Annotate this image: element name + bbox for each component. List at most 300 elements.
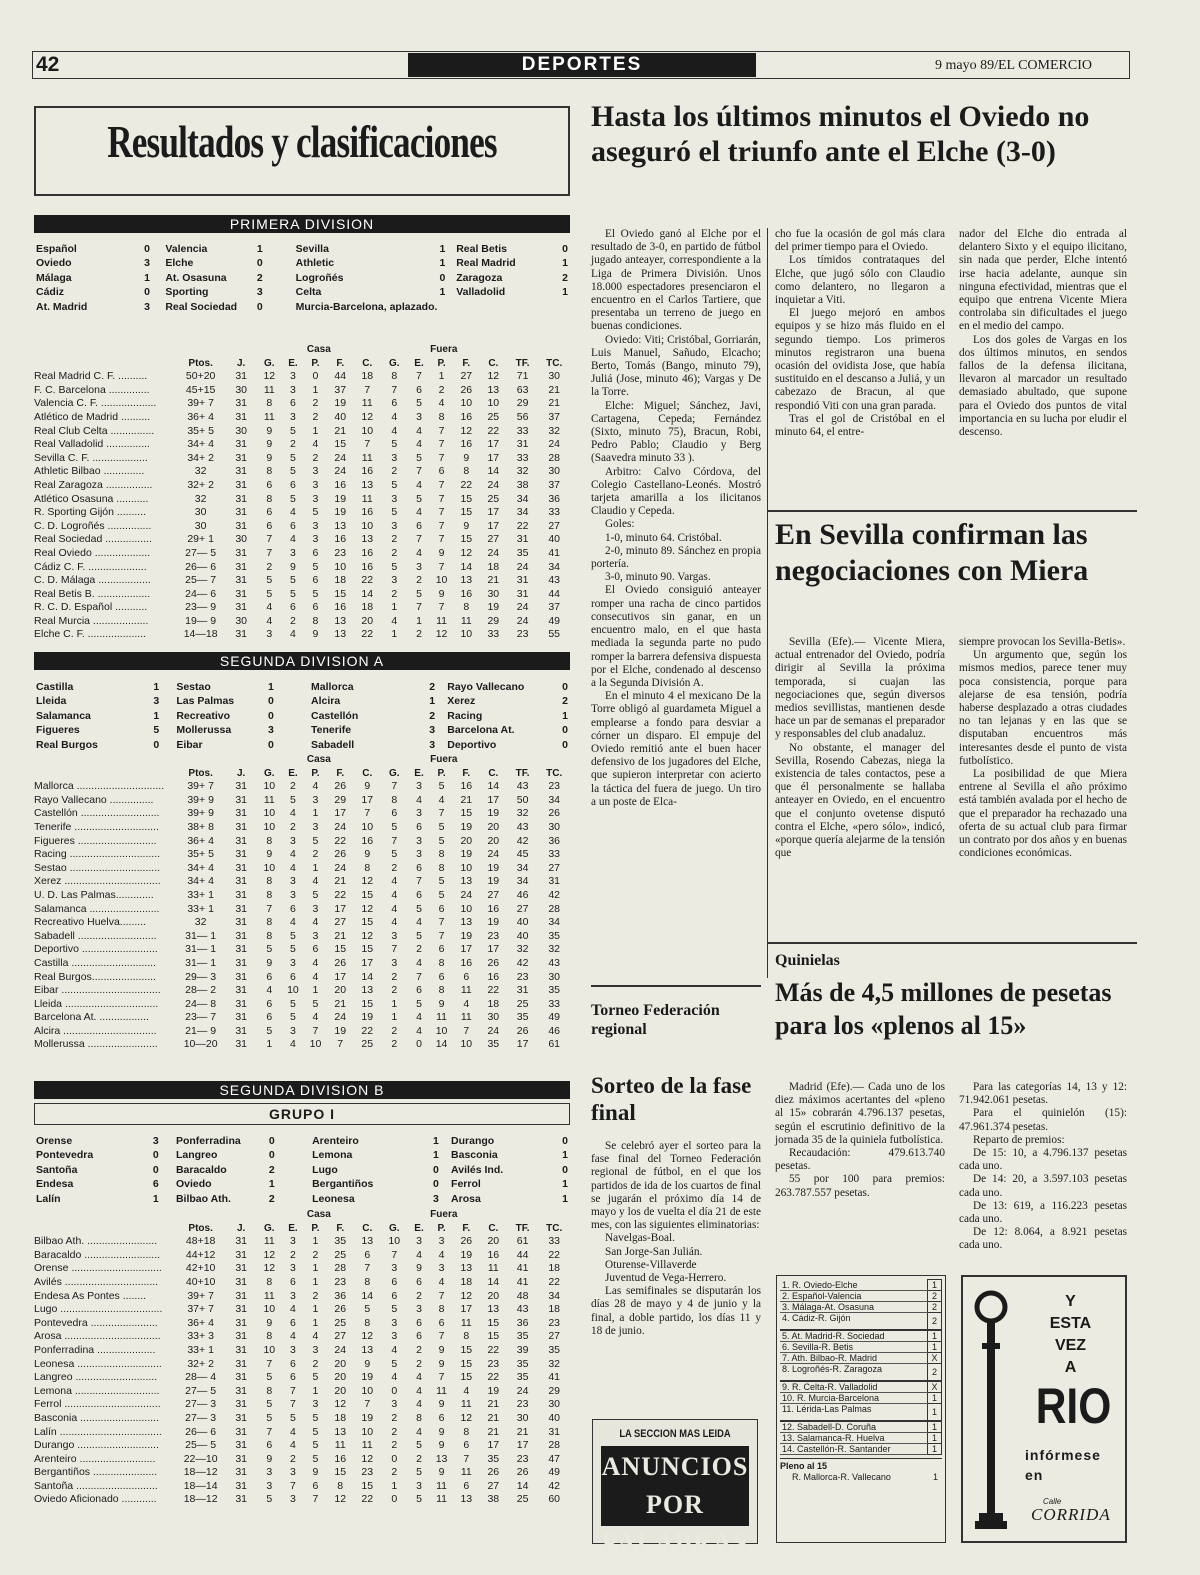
stat-cell: 21	[548, 383, 561, 396]
stat-cell: 3	[290, 1235, 296, 1248]
result-score: 1	[562, 1178, 568, 1191]
standings-row	[34, 1025, 570, 1039]
stat-cell: 5	[290, 451, 296, 464]
paragraph: San Jorge-San Julián.	[605, 1245, 703, 1258]
primera-standings	[34, 343, 570, 642]
team-name: Real Burgos......................	[34, 970, 156, 983]
standings-header	[34, 343, 570, 370]
result-score: 1	[433, 1149, 439, 1162]
stat-cell: 60	[548, 1493, 561, 1506]
stat-cell: 2	[290, 614, 296, 627]
standings-row	[34, 862, 570, 876]
result-team: Celta	[295, 286, 322, 299]
segunda-b-heading: SEGUNDA DIVISION B	[34, 1081, 570, 1099]
result-team: Arenteiro	[312, 1135, 359, 1147]
torneo-body	[591, 1140, 761, 1338]
stat-cell: 20	[487, 834, 500, 847]
stat-cell: 10	[361, 519, 374, 532]
stat-cell: 7	[364, 438, 371, 451]
stat-cell: 3	[391, 451, 398, 464]
stat-cell: 31	[235, 1357, 247, 1370]
stat-cell: 3	[312, 929, 319, 942]
stat-cell: 7	[290, 1479, 296, 1492]
stat-cell: 6	[266, 506, 273, 519]
stat-cell: 3	[266, 1479, 273, 1492]
stat-cell: 3	[290, 1289, 296, 1302]
standings-row	[34, 1249, 570, 1263]
result-team: Cádiz	[36, 286, 65, 299]
stat-cell: 2	[391, 1425, 398, 1438]
stat-cell: 32	[548, 943, 561, 956]
stat-cell: 4	[290, 861, 296, 874]
stat-cell: 4	[416, 1398, 422, 1411]
stat-cell: 3	[416, 560, 422, 573]
result-team: Alcira	[311, 695, 341, 708]
stat-cell: 36+ 4	[187, 1316, 214, 1329]
stat-cell: 22	[487, 424, 500, 437]
stat-cell: 6	[290, 397, 296, 410]
result-score: 2	[562, 271, 568, 284]
stat-cell: 2	[391, 587, 398, 600]
stat-cell: 9	[266, 451, 273, 464]
result-score: 1	[268, 681, 274, 693]
stat-cell: 12	[460, 546, 473, 559]
paragraph: Oviedo: Viti; Cristóbal, Gorriarán, Luis Manuel, Sañudo, Elcacho; Berto, Tomás (Bango, minuto 79), Juliá (Jose, minuto 46); Vargas y De la Torre.	[591, 333, 761, 399]
stat-cell: 12	[361, 929, 374, 942]
standings-group-row	[34, 753, 570, 767]
stat-cell: 32	[516, 465, 529, 478]
stat-cell: 2	[391, 533, 398, 546]
stat-cell: 5	[391, 478, 398, 491]
standings-row	[34, 984, 570, 998]
stat-cell: 13	[334, 628, 347, 641]
stat-cell: 4	[416, 478, 422, 491]
result-row	[36, 1193, 568, 1205]
stat-cell: 15	[334, 438, 347, 451]
stat-cell: 30	[548, 370, 561, 383]
stat-cell: 31	[235, 780, 247, 793]
stat-cell: 12	[460, 1289, 473, 1302]
stat-cell: 8	[266, 397, 273, 410]
result-row	[36, 681, 568, 693]
stat-cell: 3	[416, 834, 422, 847]
stat-cell: 7	[438, 519, 445, 532]
paragraph: cho fue la ocasión de gol más clara del primer tiempo para el Oviedo.	[775, 228, 945, 254]
stat-cell: 46	[548, 1024, 561, 1037]
ticket-sign: X	[928, 1353, 942, 1364]
stat-cell: 1	[391, 1479, 398, 1492]
stat-cell: 45+15	[185, 383, 216, 396]
stat-cell: 5	[312, 1452, 319, 1465]
stat-cell: 49	[548, 1011, 561, 1024]
stat-cell: 9	[364, 848, 371, 861]
stat-cell: 16	[334, 478, 347, 491]
stat-cell: 4	[290, 1425, 296, 1438]
stat-cell: 3	[290, 1343, 296, 1356]
ticket-sign: 1	[928, 1280, 942, 1291]
stat-cell: 12	[263, 370, 276, 383]
stat-cell: 8	[416, 1411, 422, 1424]
stat-cell: 16	[361, 834, 374, 847]
stat-cell: 5	[391, 820, 398, 833]
ticket-row	[780, 1421, 942, 1433]
team-name: Pontevedra .......................	[34, 1316, 158, 1329]
stat-cell: 31	[235, 875, 247, 888]
stat-cell: 24	[487, 546, 500, 559]
ticket-match: 12. Sabadell-D. Coruña	[780, 1421, 928, 1433]
stat-cell: 6	[290, 1275, 296, 1288]
calle-label: Calle	[1043, 1497, 1062, 1506]
ticket-match: 5. At. Madrid-R. Sociedad	[780, 1330, 928, 1342]
stat-cell: 7	[438, 1330, 445, 1343]
header-blank	[507, 753, 570, 767]
stat-cell: 7	[364, 383, 371, 396]
column-header: TF.	[515, 1222, 530, 1234]
stat-cell: 31	[235, 1466, 247, 1479]
result-score: 0	[144, 286, 150, 299]
team-name: Basconia ...........................	[34, 1411, 159, 1424]
stat-cell: 1	[416, 614, 422, 627]
stat-cell: 10	[263, 780, 276, 793]
stat-cell: 19	[334, 506, 347, 519]
stat-cell: 38+ 8	[187, 820, 214, 833]
stat-cell: 41	[516, 1262, 529, 1275]
stat-cell: 2	[312, 1248, 319, 1261]
result-row	[36, 724, 568, 736]
stat-cell: 19	[460, 820, 473, 833]
result-score: 1	[562, 1192, 568, 1205]
stat-cell: 5	[391, 1357, 398, 1370]
stat-cell: 28	[334, 1262, 347, 1275]
stat-cell: 6	[438, 1316, 445, 1329]
stat-cell: 4	[290, 628, 296, 641]
stat-cell: 17	[334, 970, 347, 983]
stat-cell: 49	[548, 614, 561, 627]
stat-cell: 16	[361, 506, 374, 519]
stat-cell: 8	[266, 1384, 273, 1397]
stat-cell: 7	[438, 807, 445, 820]
stat-cell: 6	[416, 861, 422, 874]
stat-cell: 31	[235, 1479, 247, 1492]
stat-cell: 34	[548, 1289, 561, 1302]
stat-cell: 24	[516, 601, 529, 614]
stat-cell: 44	[516, 1248, 529, 1261]
standings-row	[34, 1439, 570, 1453]
stat-cell: 6	[438, 943, 445, 956]
stat-cell: 10	[309, 1038, 322, 1051]
stat-cell: 31	[235, 848, 247, 861]
column-header: F.	[336, 767, 345, 779]
stat-cell: 23	[487, 1357, 500, 1370]
stat-cell: 12	[361, 902, 374, 915]
standings-row	[34, 1235, 570, 1249]
stat-cell: 10	[388, 1235, 401, 1248]
standings-row	[34, 971, 570, 985]
rio-ad	[961, 1275, 1127, 1543]
stat-cell: 18—12	[183, 1493, 218, 1506]
stat-cell: 4	[463, 1384, 470, 1397]
result-row	[36, 257, 568, 269]
stat-cell: 43	[548, 956, 561, 969]
stat-cell: 10	[263, 1303, 276, 1316]
stat-cell: 3	[290, 956, 296, 969]
stat-cell: 4	[416, 506, 422, 519]
stat-cell: 24— 6	[185, 587, 217, 600]
stat-cell: 34+ 4	[187, 861, 214, 874]
stat-cell: 0	[391, 1452, 398, 1465]
standings-row	[34, 438, 570, 452]
stat-cell: 5	[266, 943, 273, 956]
stat-cell: 8	[266, 1330, 273, 1343]
team-name: Sestao ...............................	[34, 861, 161, 874]
stat-cell: 40	[548, 533, 561, 546]
stat-cell: 18	[487, 560, 500, 573]
stat-cell: 11	[460, 1466, 472, 1479]
stat-cell: 44+12	[185, 1248, 216, 1261]
stat-cell: 8	[266, 916, 273, 929]
team-name: Real Club Celta ...............	[34, 424, 155, 437]
stat-cell: 3	[266, 1466, 273, 1479]
stat-cell: 34+ 4	[187, 438, 214, 451]
standings-column-row	[34, 357, 570, 371]
stat-cell: 22	[460, 478, 473, 491]
stat-cell: 3	[290, 888, 296, 901]
team-name: Real Oviedo ...................	[34, 546, 151, 559]
stat-cell: 18	[548, 1303, 561, 1316]
standings-row	[34, 1303, 570, 1317]
stat-cell: 19	[361, 1411, 374, 1424]
stat-cell: 9	[463, 519, 470, 532]
stat-cell: 35	[516, 1371, 529, 1384]
stat-cell: 12	[460, 1411, 473, 1424]
stat-cell: 30	[487, 1011, 500, 1024]
rio-line: ESTA	[1049, 1315, 1092, 1332]
ticket-match: 13. Salamanca-R. Huelva	[780, 1433, 928, 1444]
stat-cell: 21— 9	[185, 1024, 217, 1037]
standings-header	[34, 753, 570, 780]
result-score: 0	[439, 271, 446, 284]
stat-cell: 23	[548, 1316, 561, 1329]
stat-cell: 16	[460, 410, 473, 423]
stat-cell: 5	[312, 888, 319, 901]
stat-cell: 14	[487, 465, 500, 478]
stat-cell: 4	[266, 614, 273, 627]
result-team: Athletic	[295, 257, 335, 270]
stat-cell: 5	[364, 1303, 371, 1316]
stat-cell: 37+ 7	[187, 1303, 214, 1316]
stat-cell: 21	[334, 875, 347, 888]
stat-cell: 6	[391, 1289, 398, 1302]
stat-cell: 30	[194, 519, 207, 532]
column-header: E.	[414, 767, 424, 779]
team-name: Eibar ..................................	[34, 984, 161, 997]
stat-cell: 6	[290, 1316, 296, 1329]
segunda-a-standings	[34, 753, 570, 1052]
stat-cell: 31	[235, 519, 247, 532]
result-score: 1	[152, 1192, 159, 1205]
rio-line: VEZ	[1054, 1337, 1087, 1354]
stat-cell: 3	[391, 1262, 398, 1275]
segunda-b-results	[34, 1133, 570, 1207]
stat-cell: 31	[235, 1411, 247, 1424]
team-name: Xerez .................................	[34, 875, 161, 888]
stat-cell: 16	[361, 560, 374, 573]
stat-cell: 13	[361, 1343, 374, 1356]
stat-cell: 8	[266, 834, 273, 847]
result-score: 0	[268, 709, 274, 722]
stat-cell: 17	[487, 793, 500, 806]
column-header: J.	[236, 357, 246, 369]
oviedo-headline: Hasta los últimos minutos el Oviedo no aseguró el triunfo ante el Elche (3-0)	[591, 100, 1090, 168]
stat-cell: 15	[361, 888, 374, 901]
result-row	[36, 1135, 568, 1147]
paragraph: Para el quinielón (15): 47.961.374 pesetas.	[959, 1107, 1127, 1133]
result-team: Sabadell	[311, 738, 355, 751]
stat-cell: 15	[460, 506, 473, 519]
column-header: F.	[462, 1222, 471, 1234]
stat-cell: 9	[364, 1357, 371, 1370]
standings-row	[34, 835, 570, 849]
stat-cell: 5	[290, 793, 296, 806]
result-team: Real Madrid	[456, 257, 516, 270]
stat-cell: 25	[516, 997, 529, 1010]
column-header: G.	[264, 1222, 275, 1234]
standings-row	[34, 1038, 570, 1052]
paragraph: De 12: 8.064, a 8.921 pesetas cada uno.	[959, 1226, 1127, 1252]
stat-cell: 15	[460, 807, 473, 820]
stat-cell: 3	[312, 902, 319, 915]
paragraph: Reparto de premios:	[973, 1133, 1065, 1146]
casa-label: Casa	[306, 1209, 331, 1220]
stat-cell: 7	[364, 1262, 371, 1275]
segunda-b-standings	[34, 1208, 570, 1507]
stat-cell: 4	[416, 1248, 422, 1261]
stat-cell: 2	[391, 1439, 398, 1452]
stat-cell: 33+ 1	[187, 902, 214, 915]
stat-cell: 26	[487, 956, 500, 969]
standings-row	[34, 1344, 570, 1358]
stat-cell: 5	[416, 929, 422, 942]
stat-cell: 45	[516, 848, 529, 861]
standings-row	[34, 1317, 570, 1331]
stat-cell: 6	[266, 1011, 273, 1024]
stat-cell: 4	[391, 888, 398, 901]
stat-cell: 7	[290, 1384, 296, 1397]
stat-cell: 18—12	[183, 1466, 218, 1479]
stat-cell: 24	[516, 1384, 529, 1397]
segunda-a-results	[34, 679, 570, 753]
stat-cell: 3	[416, 410, 422, 423]
stat-cell: 2	[391, 984, 398, 997]
stat-cell: 37	[548, 410, 561, 423]
stat-cell: 36+ 4	[187, 410, 214, 423]
stat-cell: 21	[334, 424, 347, 437]
primera-results	[34, 241, 570, 315]
stat-cell: 12	[361, 875, 374, 888]
stat-cell: 7	[391, 834, 398, 847]
stat-cell: 28— 2	[185, 984, 217, 997]
ticket-row	[780, 1393, 942, 1404]
stat-cell: 29— 3	[185, 970, 217, 983]
standings-row	[34, 506, 570, 520]
stat-cell: 61	[516, 1235, 529, 1248]
stat-cell: 15	[487, 1316, 500, 1329]
stat-cell: 30	[235, 424, 247, 437]
stat-cell: 3	[290, 1493, 296, 1506]
stat-cell: 12	[263, 1248, 276, 1261]
stat-cell: 10	[361, 1384, 374, 1397]
standings-row	[34, 452, 570, 466]
stat-cell: 34+ 2	[187, 451, 214, 464]
stat-cell: 1	[312, 1303, 319, 1316]
stat-cell: 20	[487, 1289, 500, 1302]
stat-cell: 9	[312, 1466, 319, 1479]
stat-cell: 47	[548, 1452, 561, 1465]
standings-row	[34, 794, 570, 808]
standings-row	[34, 848, 570, 862]
paragraph: Recaudación: 479.613.740 pesetas.	[775, 1147, 945, 1173]
result-score: 0	[256, 257, 263, 270]
stat-cell: 32	[516, 943, 529, 956]
ticket-match: 14. Castellón-R. Santander	[780, 1444, 928, 1455]
stat-cell: 42	[548, 1479, 561, 1492]
stat-cell: 6	[391, 397, 398, 410]
stat-cell: 5	[312, 560, 319, 573]
stat-cell: 3	[416, 807, 422, 820]
ticket-sign: 2	[928, 1364, 942, 1382]
stat-cell: 31— 1	[185, 956, 217, 969]
result-score: 1	[153, 681, 160, 693]
casa-label: Casa	[306, 754, 331, 765]
paragraph: La posibilidad de que Miera entrene al Sevilla el año próximo está también avalada por el hecho de que el preparador ha rechazado una oferta de su actual club para firmar un contrato por dos años y en buenas condiciones económicas.	[959, 768, 1127, 860]
header-blank	[507, 343, 570, 357]
stat-cell: 5	[416, 997, 422, 1010]
result-team: Elche	[165, 257, 194, 270]
stat-cell: 7	[312, 1024, 319, 1037]
stat-cell: 4	[416, 1425, 422, 1438]
stat-cell: 13	[435, 1452, 448, 1465]
stat-cell: 9	[266, 1452, 273, 1465]
ticket-row	[780, 1280, 942, 1291]
stat-cell: 6	[416, 383, 422, 396]
stat-cell: 32	[548, 1357, 561, 1370]
paragraph: 3-0, minuto 90. Vargas.	[605, 571, 711, 584]
standings-row	[34, 889, 570, 903]
standings-row	[34, 1011, 570, 1025]
stat-cell: 6	[416, 1316, 422, 1329]
stat-cell: 22	[487, 1343, 500, 1356]
stat-cell: 3	[391, 1398, 398, 1411]
casa-label: Casa	[306, 344, 331, 355]
stat-cell: 24	[460, 888, 473, 901]
stat-cell: 15	[361, 1479, 374, 1492]
stat-cell: 11	[436, 1384, 447, 1397]
stat-cell: 31	[235, 1384, 247, 1397]
stat-cell: 24	[334, 820, 347, 833]
standings-column-row	[34, 767, 570, 781]
stat-cell: 31	[235, 1330, 247, 1343]
stat-cell: 7	[391, 383, 398, 396]
paragraph: Navelgas-Boal.	[605, 1232, 675, 1245]
stat-cell: 36+ 4	[187, 834, 214, 847]
stat-cell: 4	[416, 1371, 422, 1384]
stat-cell: 7	[438, 916, 445, 929]
result-team: Sestao	[176, 681, 211, 693]
torneo-headline: Sorteo de la fase final	[591, 1073, 752, 1125]
stat-cell: 24	[334, 861, 347, 874]
stat-cell: 3	[312, 1398, 319, 1411]
stat-cell: 35	[334, 1235, 347, 1248]
